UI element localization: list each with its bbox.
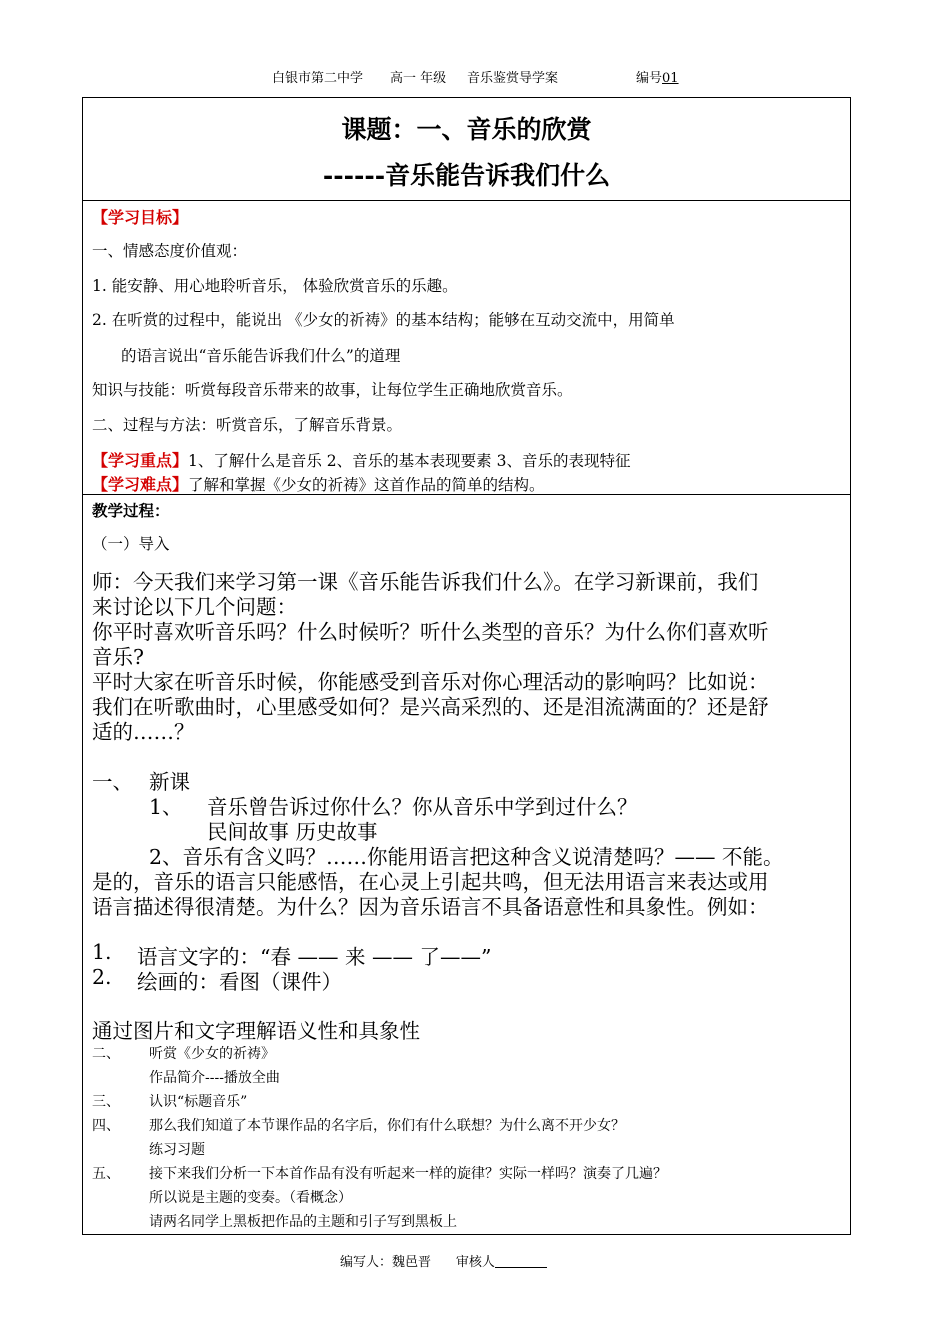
objective-line: 2. 在听赏的过程中，能说出 《少女的祈祷》的基本结构；能够在互动交流中，用简单 [92,311,675,329]
step-text: 练习习题 [149,1142,205,1158]
question-2-line: 是的，音乐的语言只能感悟，在心灵上引起共鸣，但无法用语言来表达或用 [92,870,769,894]
step-num: 二、 [92,1046,120,1062]
step-num: 三、 [92,1094,120,1110]
header-doc-type: 音乐鉴赏导学案 [467,71,559,86]
header-grade: 高一 年级 [390,71,447,86]
key-points [92,448,630,471]
intro-label: （一）导入 [92,535,170,553]
step-text: 请两名同学上黑板把作品的主题和引子写到黑板上 [149,1214,457,1230]
question-1-num: 1、 [149,795,183,819]
objectives-heading: 【学习目标】 [92,208,189,227]
header-number-label: 编号 [636,71,663,86]
new-lesson-label: 新课 [149,770,190,794]
understanding-note: 通过图片和文字理解语义性和具象性 [92,1019,420,1043]
intro-line: 我们在听歌曲时，心里感受如何？是兴高采烈的、还是泪流满面的？还是舒 [92,695,769,719]
step-text: 接下来我们分析一下本首作品有没有听起来一样的旋律？实际一样吗？演奏了几遍？ [149,1166,667,1182]
intro-line: 你平时喜欢听音乐吗？什么时候听？听什么类型的音乐？为什么你们喜欢听 [92,620,769,644]
intro-line: 师：今天我们来学习第一课《音乐能告诉我们什么》。在学习新课前，我们 [92,570,759,594]
difficulty-label: 【学习难点】 [92,475,189,494]
question-1-answer: 民间故事 历史故事 [207,820,378,844]
objective-line: 的语言说出“音乐能告诉我们什么”的道理 [121,347,401,365]
objective-line: 知识与技能：听赏每段音乐带来的故事，让每位学生正确地欣赏音乐。 [92,381,573,399]
objective-line: 二、过程与方法：听赏音乐，了解音乐背景。 [92,416,403,434]
footer-author: 编写人：魏邑晋 [340,1255,432,1270]
key-points-label: 【学习重点】 [92,451,189,470]
header-number-value: 01 [662,71,679,86]
intro-line: 平时大家在听音乐时候，你能感受到音乐对你心理活动的影响吗？比如说： [92,670,769,694]
lesson-title: 课题：一、音乐的欣赏 [341,115,592,144]
step-text: 听赏《少女的祈祷》 [149,1046,275,1062]
footer-reviewer: 审核人 [455,1255,495,1270]
intro-line: 来讨论以下几个问题： [92,595,297,619]
process-heading: 教学过程： [92,501,170,520]
divider-title [83,200,850,201]
intro-line: 音乐? [92,645,144,669]
reviewer-blank [495,1267,547,1268]
example-2-text: 绘画的：看图（课件） [137,970,342,994]
question-2-line: 语言描述得很清楚。为什么？因为音乐语言不具备语意性和具象性。例如： [92,895,769,919]
question-1-text: 音乐曾告诉过你什么？你从音乐中学到过什么？ [207,795,638,819]
question-2-line: 2、音乐有含义吗？……你能用语言把这种含义说清楚吗？—— 不能。 [149,845,784,869]
example-1-text: 语言文字的：“春 —— 来 —— 了——” [137,945,492,969]
step-text: 认识“标题音乐” [149,1094,248,1110]
header-school: 白银市第二中学 [272,71,364,86]
key-points-text: 1、了解什么是音乐 2、音乐的基本表现要素 3、音乐的表现特征 [188,452,631,470]
header-number [636,67,679,86]
step-num: 五、 [92,1166,120,1182]
new-lesson-num: 一、 [92,770,133,794]
page-footer [340,1251,547,1270]
step-text: 所以说是主题的变奏。（看概念） [149,1190,352,1206]
difficulty-points [92,472,545,495]
example-2-num: 2. [92,965,112,989]
document-frame [82,97,851,1235]
step-num: 四、 [92,1118,120,1134]
step-text: 作品简介----播放全曲 [149,1070,280,1086]
lesson-subtitle: ------音乐能告诉我们什么 [322,161,611,190]
intro-line: 适的……？ [92,720,195,744]
objective-line: 一、情感态度价值观： [92,242,248,260]
step-text: 那么我们知道了本节课作品的名字后，你们有什么联想？为什么离不开少女？ [149,1118,625,1134]
objective-line: 1. 能安静、用心地聆听音乐， 体验欣赏音乐的乐趣。 [92,277,458,295]
divider-objectives [83,494,850,495]
example-1-num: 1. [92,940,112,964]
difficulty-text: 了解和掌握《少女的祈祷》这首作品的简单的结构。 [188,476,545,494]
